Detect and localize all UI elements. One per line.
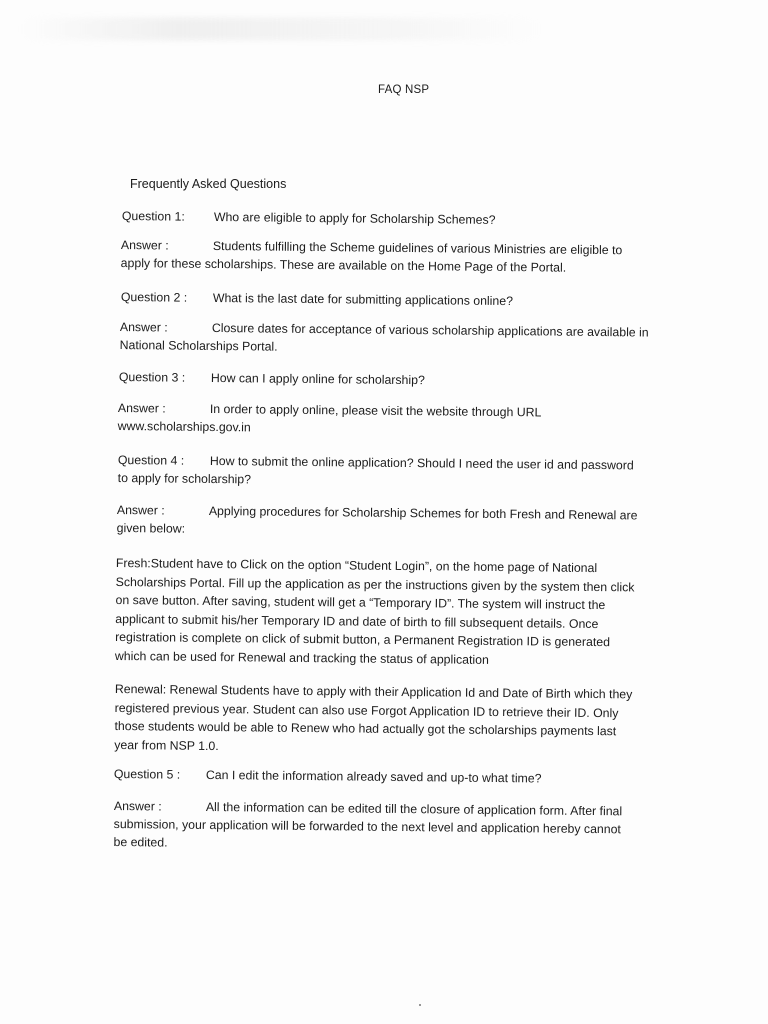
answer-2-text: Closure dates for acceptance of various scholarship applications are available in (211, 320, 649, 340)
question-1-label: Question 1: (121, 208, 185, 224)
question-5 (114, 765, 674, 789)
renewal-line: those students would be able to Renew who had actually got the scholarships payments last (114, 718, 617, 739)
question-1-text: Who are eligible to apply for Scholarship Schemes? (213, 209, 496, 227)
question-3-text: How can I apply online for scholarship? (210, 370, 425, 388)
renewal-line: registered previous year. Student can also use Forgot Application ID to retrieve their ID. Only (114, 700, 619, 720)
question-5-text: Can I edit the information already saved and up-to what time? (205, 767, 542, 786)
question-5-label: Question 5 : (113, 766, 181, 782)
scan-artifact (20, 18, 540, 40)
fresh-line: on save button. After saving, student will get a “Temporary ID”. The system will instruct the (115, 592, 606, 613)
fresh-line: applicant to submit his/her Temporary ID and date of birth to fill subsequent details. Once (115, 611, 599, 631)
fresh-line: Scholarships Portal. Fill up the application as per the instructions given by the system then click (115, 574, 635, 594)
question-2 (121, 288, 681, 312)
answer-4-text: Applying procedures for Scholarship Schemes for both Fresh and Renewal are (208, 503, 638, 523)
answer-1-text: Students fulfilling the Scheme guidelines of various Ministries are eligible to (212, 238, 623, 258)
answer-1 (121, 236, 721, 278)
answer-1-label: Answer : (120, 237, 169, 253)
answer-3 (118, 399, 678, 441)
answer-5 (113, 797, 714, 857)
answer-5-label: Answer : (113, 798, 162, 814)
question-4-label: Question 4 : (117, 452, 185, 468)
question-3 (119, 368, 679, 392)
question-4-text: How to submit the online application? Should I need the user id and password (209, 453, 634, 473)
fresh-line: which can be used for Renewal and tracking the status of application (114, 648, 489, 667)
document-title: FAQ NSP (378, 84, 430, 96)
answer-2-continuation: National Scholarships Portal. (119, 337, 278, 354)
answer-4 (117, 501, 717, 543)
answer-5-continuation-2: be edited. (113, 834, 168, 850)
question-3-label: Question 3 : (118, 369, 186, 385)
answer-3-label: Answer : (117, 400, 166, 416)
answer-1-continuation: apply for these scholarships. These are available on the Home Page of the Portal. (120, 255, 567, 275)
question-2-label: Question 2 : (120, 289, 188, 305)
question-1 (122, 207, 682, 231)
answer-2-label: Answer : (119, 319, 168, 335)
renewal-line: Renewal: Renewal Students have to apply with their Application Id and Date of Birth which they (114, 681, 633, 702)
question-4 (118, 451, 718, 493)
renewal-line: year from NSP 1.0. (114, 737, 219, 753)
answer-3-url: www.scholarships.gov.in (117, 418, 251, 435)
fresh-paragraph (115, 554, 716, 671)
question-4-continuation: to apply for scholarship? (117, 470, 252, 487)
question-2-text: What is the last date for submitting applications online? (212, 290, 514, 309)
answer-3-text: In order to apply online, please visit the website through URL (209, 401, 542, 420)
fresh-line: registration is complete on click of submit button, a Permanent Registration ID is generated (115, 629, 611, 650)
renewal-paragraph (114, 680, 715, 760)
section-heading: Frequently Asked Questions (130, 177, 287, 191)
answer-5-text: All the information can be edited till the closure of application form. After final (205, 799, 623, 819)
answer-5-continuation: submission, your application will be forwarded to the next level and application hereby cannot (113, 816, 621, 837)
answer-2 (120, 318, 720, 360)
fresh-line: Fresh:Student have to Click on the option “Student Login”, on the home page of National (115, 555, 598, 576)
answer-4-continuation: given below: (116, 520, 186, 536)
scan-speck (419, 1004, 421, 1006)
answer-4-label: Answer : (116, 502, 165, 518)
